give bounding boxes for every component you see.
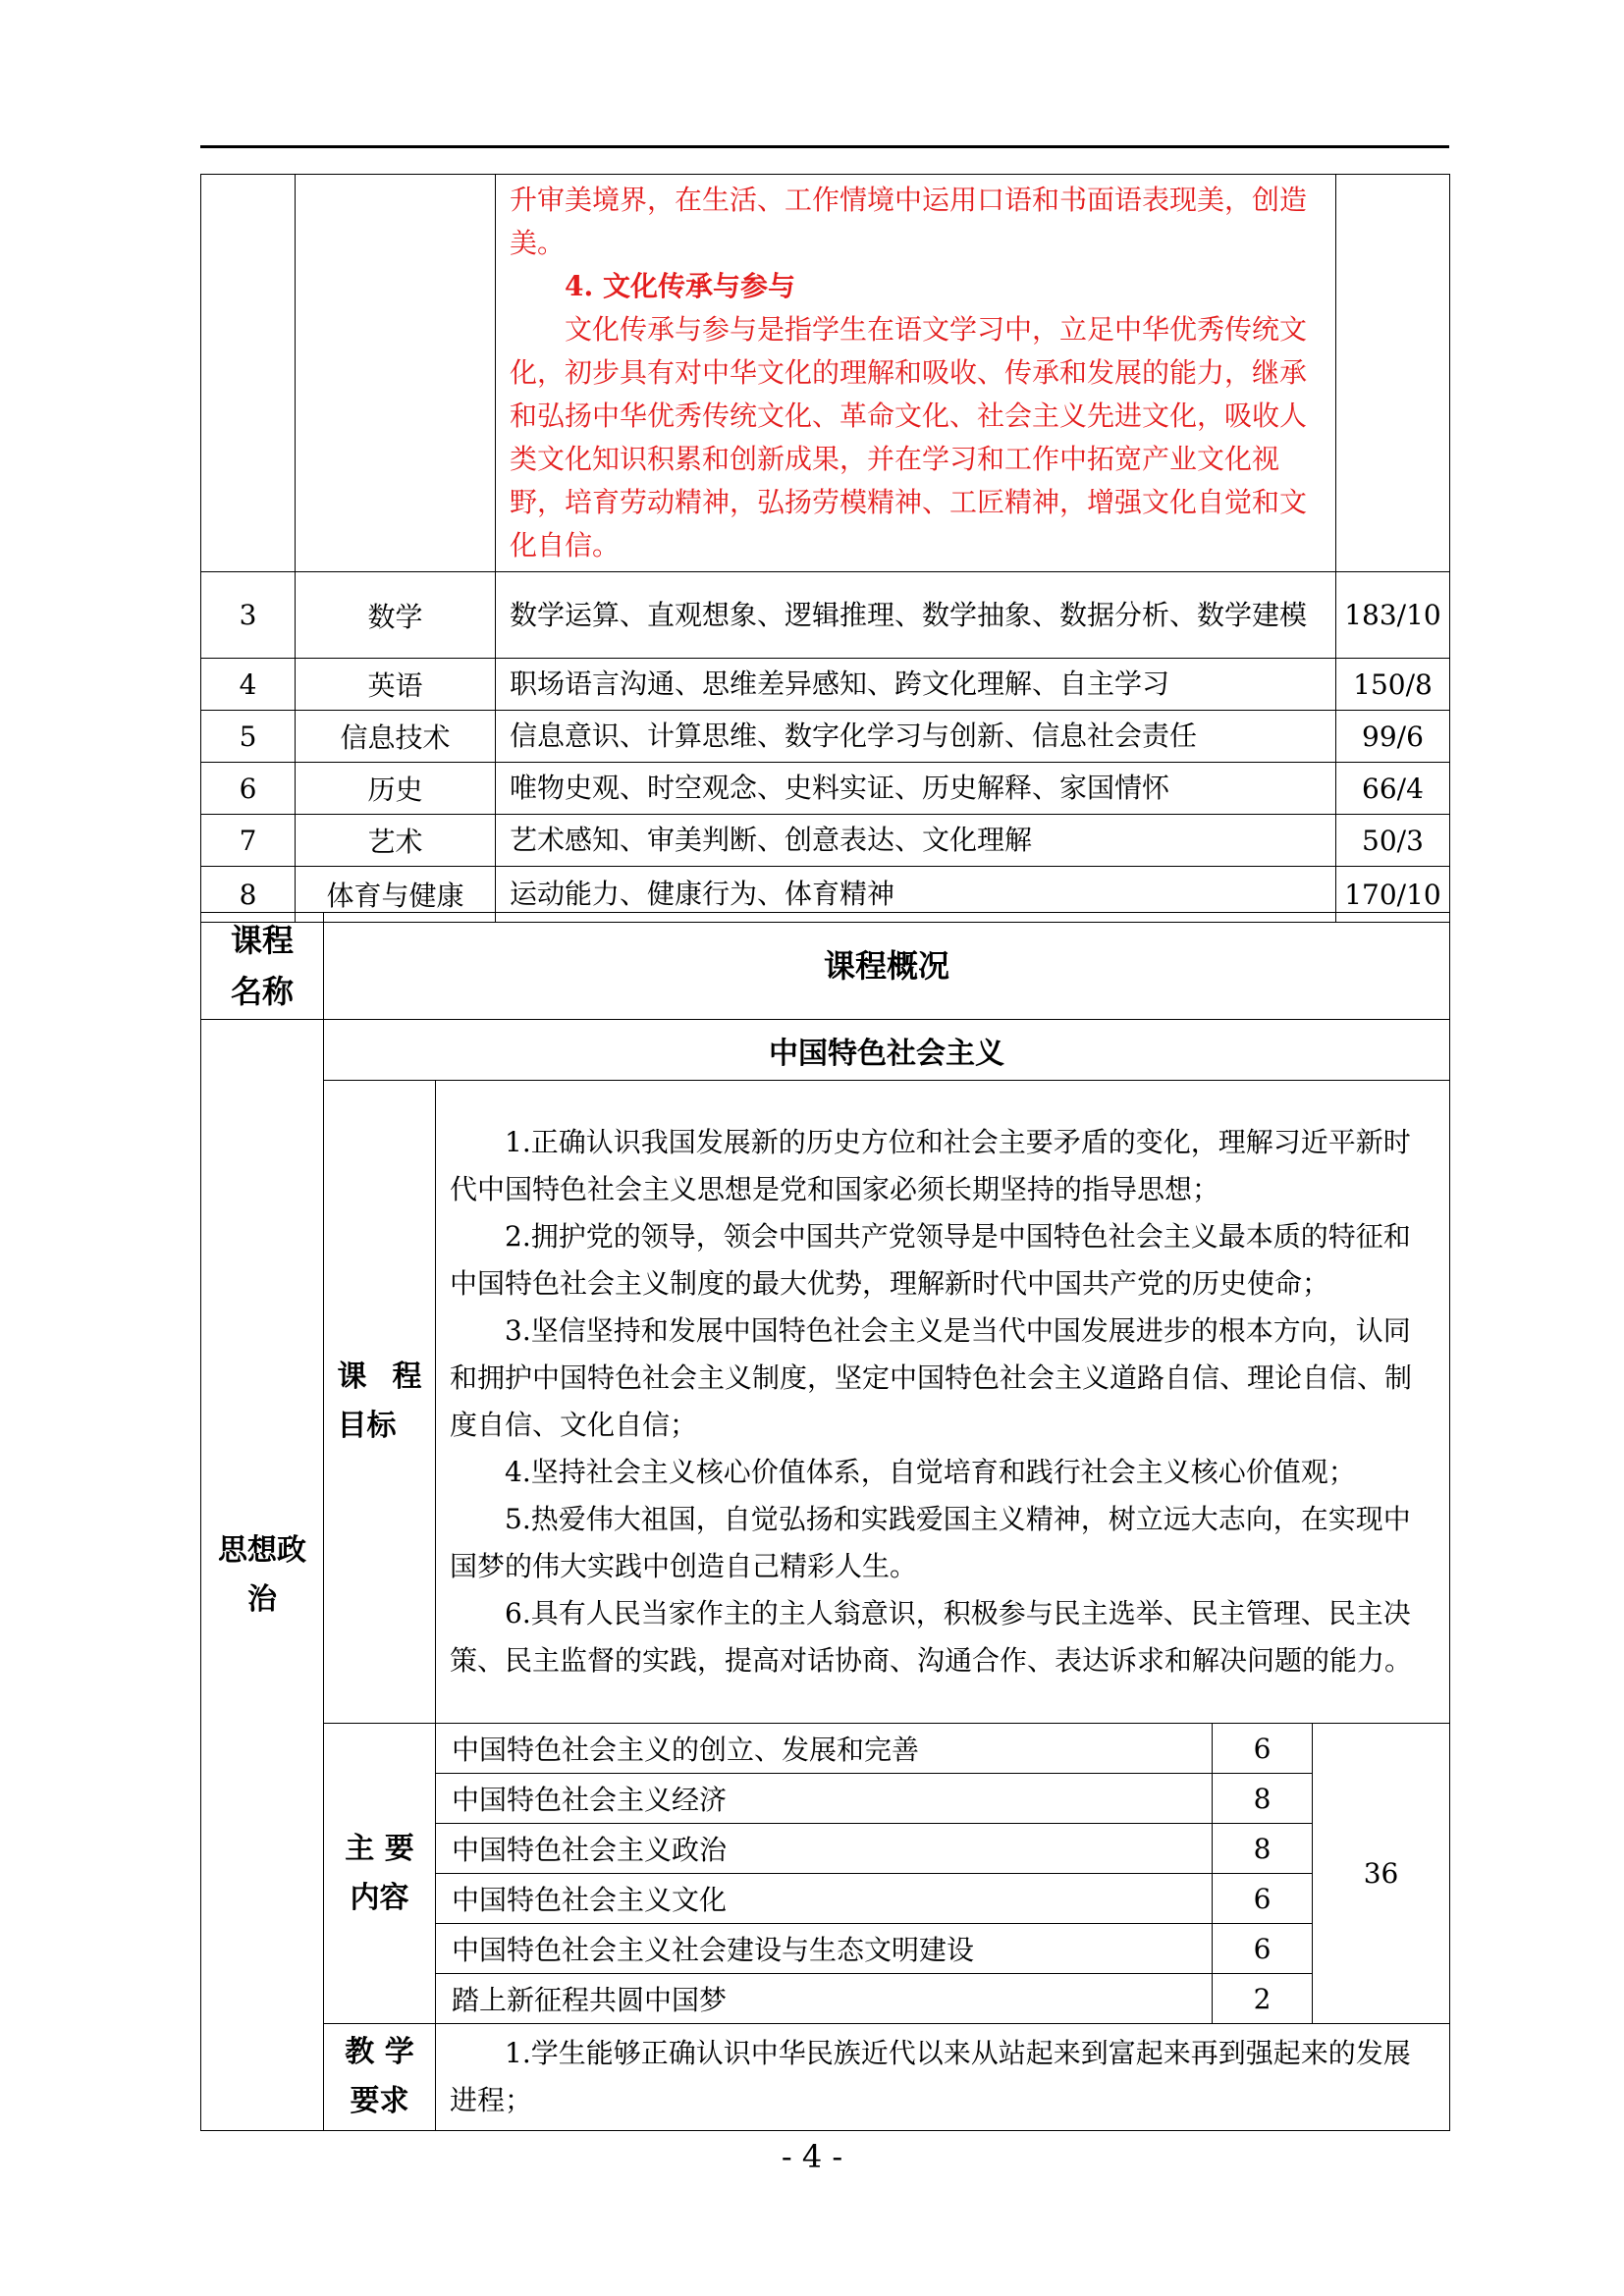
literacy-text: 艺术感知、审美判断、创意表达、文化理解 — [496, 815, 1336, 867]
content-hours: 6 — [1213, 1924, 1313, 1974]
goal-item: 3.坚信坚持和发展中国特色社会主义是当代中国发展进步的根本方向，认同和拥护中国特色社会主义制度，坚定中国特色社会主义道路自信、理论自信、制度自信、文化自信； — [450, 1314, 1413, 1441]
literacy-description-cell — [496, 175, 1336, 572]
header-course-name: 课程名称 — [201, 913, 324, 1020]
table-row — [201, 2024, 1450, 2131]
goal-item: 5.热爱伟大祖国，自觉弘扬和实践爱国主义精神，树立远大志向，在实现中国梦的伟大实践中创造自己精彩人生。 — [450, 1503, 1411, 1582]
hours-credits: 66/4 — [1336, 763, 1450, 815]
section-title: 4. 文化传承与参与 — [565, 270, 795, 302]
content-hours: 6 — [1213, 1874, 1313, 1924]
requirement-item: 1.学生能够正确认识中华民族近代以来从站起来到富起来再到强起来的发展进程； — [450, 2037, 1411, 2116]
content-hours: 2 — [1213, 1974, 1313, 2024]
header-rule — [200, 145, 1449, 148]
hours-credits: 170/10 — [1336, 867, 1450, 923]
goals-content — [436, 1081, 1450, 1724]
content-topic: 中国特色社会主义文化 — [436, 1874, 1213, 1924]
literacy-text: 运动能力、健康行为、体育精神 — [496, 867, 1336, 923]
content-label: 主 要内容 — [324, 1724, 436, 2024]
hours-credits: 150/8 — [1336, 659, 1450, 711]
goal-item: 4.坚持社会主义核心价值体系，自觉培育和践行社会主义核心价值观； — [505, 1456, 1356, 1488]
literacy-text: 信息意识、计算思维、数字化学习与创新、信息社会责任 — [496, 711, 1336, 763]
content-topic: 中国特色社会主义经济 — [436, 1774, 1213, 1824]
row-number: 6 — [201, 763, 296, 815]
subject-name: 历史 — [296, 763, 496, 815]
content-topic: 中国特色社会主义的创立、发展和完善 — [436, 1724, 1213, 1774]
subject-name: 数学 — [296, 572, 496, 659]
row-number: 3 — [201, 572, 296, 659]
literacy-text: 唯物史观、时空观念、史料实证、历史解释、家国情怀 — [496, 763, 1336, 815]
module-title: 中国特色社会主义 — [324, 1020, 1450, 1081]
table-row — [201, 659, 1450, 711]
goal-item: 1.正确认识我国发展新的历史方位和社会主要矛盾的变化，理解习近平新时代中国特色社会主义思想是党和国家必须长期坚持的指导思想； — [450, 1126, 1411, 1205]
subject-name: 体育与健康 — [296, 867, 496, 923]
table-row — [201, 1724, 1450, 1774]
table-header-row — [201, 913, 1450, 1020]
row-number: 5 — [201, 711, 296, 763]
table-row — [201, 572, 1450, 659]
subject-name: 英语 — [296, 659, 496, 711]
table-row — [201, 815, 1450, 867]
table-row — [201, 1020, 1450, 1081]
content-hours: 8 — [1213, 1824, 1313, 1874]
table-row — [201, 175, 1450, 572]
total-hours: 36 — [1313, 1724, 1450, 2024]
content-topic: 中国特色社会主义社会建设与生态文明建设 — [436, 1924, 1213, 1974]
header-course-overview: 课程概况 — [324, 913, 1450, 1020]
literacy-text: 数学运算、直观想象、逻辑推理、数学抽象、数据分析、数学建模 — [496, 572, 1336, 659]
table-row — [201, 1081, 1450, 1724]
table-row — [201, 711, 1450, 763]
page-number: - 4 - — [781, 2138, 843, 2175]
requirements-label: 教 学要求 — [324, 2024, 436, 2131]
goal-item: 2.拥护党的领导，领会中国共产党领导是中国特色社会主义最本质的特征和中国特色社会主义制度的最大优势，理解新时代中国共产党的历史使命； — [450, 1220, 1411, 1300]
subject-name: 信息技术 — [296, 711, 496, 763]
course-name-cell: 思想政治 — [201, 1020, 324, 2131]
literacy-text: 职场语言沟通、思维差异感知、跨文化理解、自主学习 — [496, 659, 1336, 711]
row-number: 4 — [201, 659, 296, 711]
hours-credits: 99/6 — [1336, 711, 1450, 763]
requirements-content — [436, 2024, 1450, 2131]
content-hours: 8 — [1213, 1774, 1313, 1824]
row-number: 7 — [201, 815, 296, 867]
content-topic: 踏上新征程共圆中国梦 — [436, 1974, 1213, 2024]
hours-credits: 50/3 — [1336, 815, 1450, 867]
hours-credits: 183/10 — [1336, 572, 1450, 659]
content-topic: 中国特色社会主义政治 — [436, 1824, 1213, 1874]
section-paragraph: 文化传承与参与是指学生在语文学习中，立足中华优秀传统文化，初步具有对中华文化的理解和吸收、传承和发展的能力，继承和弘扬中华优秀传统文化、革命文化、社会主义先进文化，吸收人类文化知识积累和创新成果，并在学习和工作中拓宽产业文化视野，培育劳动精神，弘扬劳模精神、工匠精神，增强文化自觉和文化自信。 — [510, 313, 1308, 561]
row-number: 8 — [201, 867, 296, 923]
goal-item: 6.具有人民当家作主的主人翁意识，积极参与民主选举、民主管理、民主决策、民主监督的实践，提高对话协商、沟通合作、表达诉求和解决问题的能力。 — [450, 1597, 1413, 1677]
subject-literacy-table — [200, 174, 1450, 923]
content-hours: 6 — [1213, 1724, 1313, 1774]
course-overview-table — [200, 912, 1450, 2131]
subject-name: 艺术 — [296, 815, 496, 867]
table-row — [201, 763, 1450, 815]
continued-paragraph: 升审美境界，在生活、工作情境中运用口语和书面语表现美，创造美。 — [510, 184, 1308, 259]
goals-label: 课 程目标 — [324, 1081, 436, 1724]
